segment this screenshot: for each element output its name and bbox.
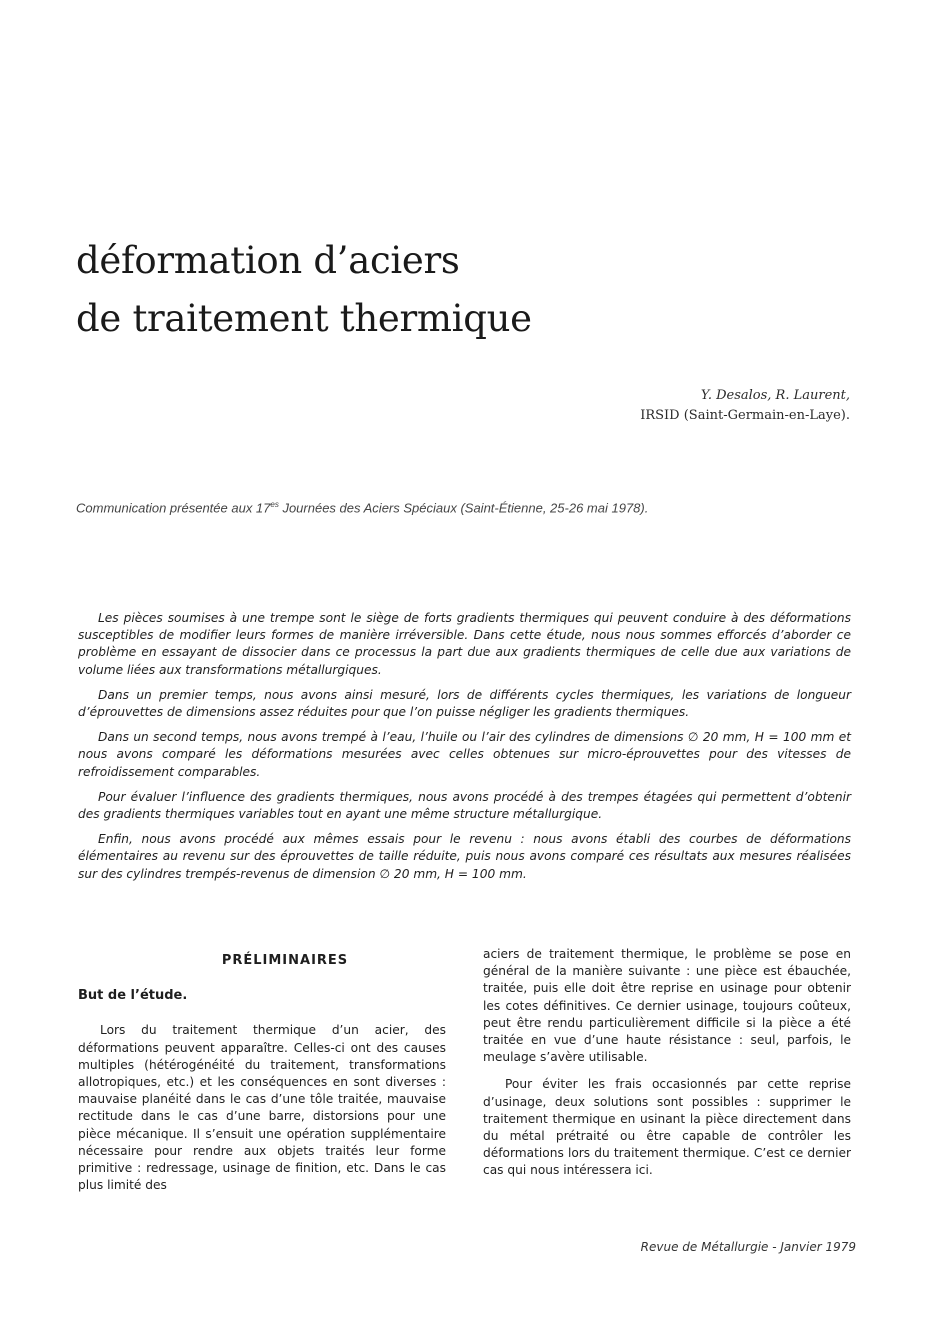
author-names: Y. Desalos, R. Laurent, bbox=[700, 388, 850, 403]
author-block bbox=[640, 386, 850, 426]
communication-text: Communication présentée aux 17 bbox=[76, 500, 271, 516]
author-affiliation: IRSID (Saint-Germain-en-Laye). bbox=[640, 408, 850, 423]
title-line-1: déformation d’aciers bbox=[76, 239, 460, 282]
communication-superscript: es bbox=[270, 500, 279, 509]
abstract bbox=[78, 610, 851, 891]
section-heading: PRÉLIMINAIRES bbox=[221, 953, 349, 968]
abstract-paragraph: Dans un premier temps, nous avons ainsi mesuré, lors de différents cycles thermiques, les variations de longueur d’éprouvettes de dimensions assez réduites pour que l’on puisse négliger les gradients thermiques. bbox=[78, 687, 851, 720]
communication-note bbox=[76, 500, 856, 515]
sub-heading: But de l’étude. bbox=[78, 988, 188, 1004]
abstract-paragraph: Pour évaluer l’influence des gradients thermiques, nous avons procédé à des trempes étagées qui permettent d’obtenir des gradients thermiques variables tout en ayant une même structure métallurgique. bbox=[78, 789, 851, 822]
body-paragraph: aciers de traitement thermique, le problème se pose en général de la manière suivante : une pièce est ébauchée, traitée, puis elle doit être reprise en usinage pour obtenir les cotes définitives. Ce dernier usinage, toujours coûteux, peut être rendu particulièrement difficile si la pièce a été traitée en vue d’une haute résistance : seul, parfois, le meulage s’avère utilisable. bbox=[483, 947, 851, 1065]
body-paragraph: Pour éviter les frais occasionnés par cette reprise d’usinage, deux solutions sont possibles : supprimer le traitement thermique en usinant la pièce directement dans du métal prétraité ou être capable de contrôler les déformations lors du traitement thermique. C’est ce dernier cas qui nous intéressera ici. bbox=[483, 1077, 851, 1178]
body-column-right bbox=[483, 946, 851, 1190]
title-line-2: de traitement thermique bbox=[76, 297, 532, 340]
article-title bbox=[76, 232, 776, 348]
abstract-paragraph: Enfin, nous avons procédé aux mêmes essais pour le revenu : nous avons établi des courbes de déformations élémentaires au revenu sur des éprouvettes de taille réduite, puis nous avons comparé ces résultats aux mesures réalisées sur des cylindres trempés-revenus de dimension ∅ 20 mm, H = 100 mm. bbox=[78, 832, 851, 881]
body-column-left bbox=[78, 946, 446, 1204]
body-paragraph: Lors du traitement thermique d’un acier, des déformations peuvent apparaître. Celles-ci ont des causes multiples (hétérogénéité du traitement, transformations allotropiques, etc.) et les conséquences en sont diverses : mauvaise planéité dans le cas d’une tôle traitée, mauvaise rectitude dans le cas d’une barre, distorsions pour une pièce mécanique. Il s’ensuit une opération supplémentaire nécessaire pour rendre aux objets traités leur forme primitive : redressage, usinage de finition, etc. Dans le cas plus limité des bbox=[78, 1023, 446, 1193]
journal-footer: Revue de Métallurgie - Janvier 1979 bbox=[640, 1240, 856, 1254]
abstract-paragraph: Les pièces soumises à une trempe sont le siège de forts gradients thermiques qui peuvent conduire à des déformations susceptibles de modifier leurs formes de manière irréversible. Dans cette étude, nous nous sommes efforcés d’aborder ce problème en essayant de dissocier dans ce processus la part due aux gradients thermiques de celle due aux variations de volume liées aux transformations métallurgiques. bbox=[78, 611, 851, 677]
abstract-paragraph: Dans un second temps, nous avons trempé à l’eau, l’huile ou l’air des cylindres de dimensions ∅ 20 mm, H = 100 mm et nous avons comparé les déformations mesurées avec celles obtenues sur micro-éprouvettes pour des vitesses de refroidissement comparables. bbox=[78, 730, 851, 779]
communication-text-end: Journées des Aciers Spéciaux (Saint-Étienne, 25-26 mai 1978). bbox=[278, 500, 649, 516]
